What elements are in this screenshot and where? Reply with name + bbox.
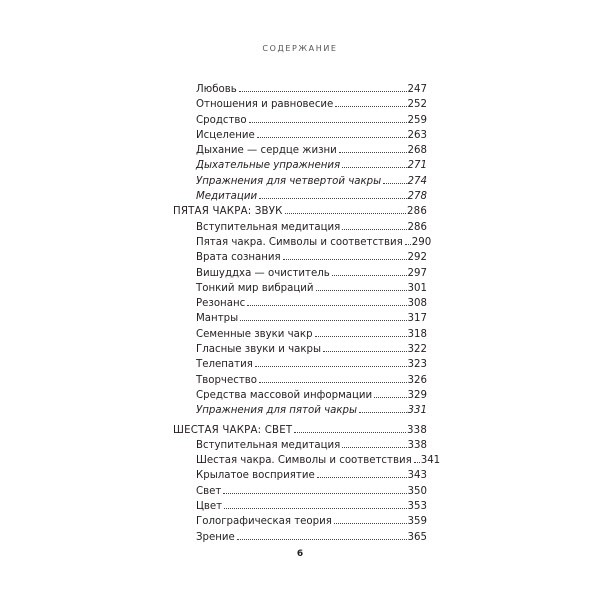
toc-entry-title: Цвет [196, 501, 223, 513]
toc-entry[interactable] [173, 453, 441, 468]
toc-entry-title: Дыхание — сердце жизни [196, 145, 337, 157]
toc-entry-page: 252 [407, 99, 427, 111]
dot-leader [315, 336, 407, 337]
toc-section-title: ШЕСТАЯ ЧАКРА: СВЕТ [173, 424, 293, 436]
toc-entry-page: 323 [407, 359, 427, 371]
toc-entry[interactable] [173, 438, 427, 453]
toc-entry-page: 286 [407, 221, 427, 233]
toc-entry[interactable] [173, 357, 427, 372]
toc-entry-page: 331 [407, 405, 427, 417]
toc-entry-page: 297 [407, 267, 427, 279]
toc-entry-page: 365 [407, 531, 427, 543]
dot-leader [359, 412, 407, 413]
dot-leader [339, 152, 407, 153]
dot-leader [259, 382, 407, 383]
toc-entry-page: 353 [407, 501, 427, 513]
dot-leader [223, 493, 406, 494]
toc-entry-title: Дыхательные упражнения [196, 160, 341, 172]
toc-entry-title: Резонанс [196, 298, 246, 310]
toc-entry-page: 301 [407, 282, 427, 294]
toc-entry[interactable] [173, 530, 427, 545]
toc-entry-page: 359 [407, 516, 427, 528]
toc-entry[interactable] [173, 296, 427, 311]
dot-leader [383, 183, 406, 184]
dot-leader [374, 397, 406, 398]
dot-leader [259, 198, 406, 199]
toc-entry-title: Средства массовой информации [196, 389, 373, 401]
dot-leader [283, 259, 407, 260]
toc-entry-page: 326 [407, 374, 427, 386]
dot-leader [342, 167, 406, 168]
toc-entry-title: Вишуддха — очиститель [196, 267, 330, 279]
dot-leader [224, 508, 406, 509]
dot-leader [237, 539, 407, 540]
toc-entry[interactable] [173, 189, 427, 204]
toc-entry[interactable] [173, 266, 427, 281]
toc-entry-page: 259 [407, 114, 427, 126]
toc-entry-title: Семенные звуки чакр [196, 328, 313, 340]
toc-entry-page: 317 [407, 313, 427, 325]
toc-entry[interactable] [173, 250, 427, 265]
toc-entry-title: Исцеление [196, 129, 255, 141]
toc-entry[interactable] [173, 128, 427, 143]
toc-entry-page: 350 [407, 485, 427, 497]
page-number: 6 [296, 549, 304, 559]
toc-entry-page: 329 [407, 389, 427, 401]
toc-entry[interactable] [173, 174, 427, 189]
dot-leader [323, 351, 407, 352]
dot-leader [335, 106, 406, 107]
toc-entry[interactable] [173, 403, 427, 418]
dot-leader [294, 432, 406, 433]
dot-leader [316, 290, 407, 291]
toc-entry-title: Зрение [196, 531, 235, 543]
dot-leader [342, 447, 406, 448]
toc-entry-page: 318 [407, 328, 427, 340]
toc-entry-page: 263 [407, 129, 427, 141]
dot-leader [285, 213, 406, 214]
dot-leader [240, 320, 406, 321]
toc-entry-title: Медитации [196, 191, 258, 203]
dot-leader [255, 366, 407, 367]
toc-entry-title: Мантры [196, 313, 239, 325]
toc-entry[interactable] [173, 499, 427, 514]
toc-entry-page: 343 [407, 470, 427, 482]
toc-entry[interactable] [173, 82, 427, 97]
toc-section-title: ПЯТАЯ ЧАКРА: ЗВУК [173, 206, 283, 218]
toc-entry-title: Сродство [196, 114, 247, 126]
toc-entry[interactable] [173, 158, 427, 173]
toc-entry-title: Упражнения для четвертой чакры [196, 175, 382, 187]
toc-entry-page: 278 [407, 191, 427, 203]
toc-entry-title: Крылатое восприятие [196, 470, 315, 482]
toc-section-heading[interactable] [173, 423, 427, 438]
toc-entry-page: 292 [407, 252, 427, 264]
toc-entry-title: Пятая чакра. Символы и соответствия [196, 236, 403, 248]
toc-entry-title: Шестая чакра. Символы и соответствия [196, 455, 412, 467]
toc-entry[interactable] [173, 143, 427, 158]
dot-leader [249, 122, 407, 123]
dot-leader [334, 523, 407, 524]
dot-leader [257, 137, 407, 138]
toc-entry[interactable] [173, 468, 427, 483]
toc-section-page: 286 [406, 206, 427, 218]
toc-entry[interactable] [173, 342, 427, 357]
toc-entry[interactable] [173, 97, 427, 112]
dot-leader [317, 477, 407, 478]
toc-entry-title: Вступительная медитация [196, 439, 341, 451]
toc-entry-title: Голографическая теория [196, 516, 332, 528]
toc-entry-page: 290 [411, 236, 432, 248]
toc-entry-title: Свет [196, 485, 222, 497]
toc-entry[interactable] [173, 220, 427, 235]
dot-leader [342, 229, 406, 230]
toc-entry-page: 247 [407, 84, 427, 95]
toc-entry-title: Телепатия [196, 359, 253, 371]
toc-entry-page: 268 [407, 145, 427, 157]
toc-entry[interactable] [173, 113, 427, 128]
toc-entry-title: Гласные звуки и чакры [196, 344, 322, 356]
toc-entry[interactable] [173, 388, 427, 403]
toc-entry-title: Отношения и равновесие [196, 99, 334, 111]
toc-entry[interactable] [173, 281, 427, 296]
toc-entry-title: Упражнения для пятой чакры [196, 405, 357, 417]
toc-entry-title: Творчество [196, 374, 257, 386]
toc-entry[interactable] [173, 484, 427, 499]
toc-section-heading[interactable] [173, 204, 427, 219]
toc-entry-title: Вступительная медитация [196, 221, 341, 233]
dot-leader [247, 305, 406, 306]
dot-leader [414, 462, 420, 463]
toc-entry[interactable] [173, 373, 427, 388]
toc-entry-page: 338 [407, 439, 427, 451]
toc-entry[interactable] [173, 514, 427, 529]
toc-entry-page: 322 [407, 344, 427, 356]
toc-section-page: 338 [406, 424, 427, 436]
dot-leader [239, 91, 407, 92]
toc-entry[interactable] [173, 327, 427, 342]
toc-entry-title: Врата сознания [196, 252, 281, 264]
toc-entry-page: 271 [407, 160, 427, 172]
table-of-contents [173, 82, 441, 545]
dot-leader [405, 244, 411, 245]
toc-entry-page: 274 [407, 175, 427, 187]
toc-entry-page: 341 [420, 455, 441, 467]
toc-entry[interactable] [173, 311, 427, 326]
toc-entry-title: Тонкий мир вибраций [196, 282, 314, 294]
toc-entry[interactable] [173, 235, 432, 250]
dot-leader [332, 275, 407, 276]
running-header: СОДЕРЖАНИЕ [262, 44, 338, 53]
toc-entry-title: Любовь [196, 84, 237, 95]
toc-entry-page: 308 [407, 298, 427, 310]
